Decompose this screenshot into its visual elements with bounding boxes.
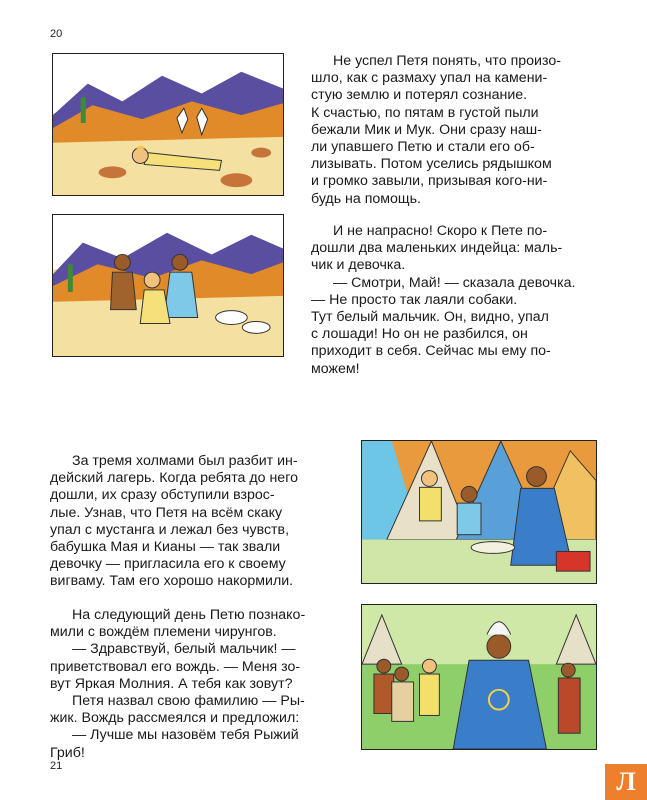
text-line: вут Яркая Молния. А тебя как зовут? (50, 675, 293, 692)
text-line: стую землю и потерял сознание. (311, 87, 528, 104)
text-line: будь на помощь. (311, 190, 421, 207)
text-line: За тремя холмами был разбит ин- (72, 453, 298, 469)
text-line: На следующий день Петю познако- (72, 607, 306, 623)
text-line: дошли, их сразу обступили взрос- (50, 487, 275, 504)
indian-kids-scene (53, 215, 283, 356)
text-line: бабушка Мая и Кианы — так звали (50, 539, 281, 556)
text-line: И не напрасно! Скоро к Пете по- (333, 223, 548, 239)
text-line: — Не просто так лаяли собаки. (311, 291, 518, 308)
text-line: девочку — пригласила его к своему (50, 556, 286, 573)
text-section-1 (311, 53, 595, 208)
text-line: бежали Мик и Мук. Они сразу наш- (311, 121, 542, 138)
illustration-camp-meal (361, 440, 597, 584)
text-line: — Смотри, Май! — сказала девочка. (333, 274, 576, 291)
text-line: вигваму. Там его хорошо накормили. (50, 573, 294, 590)
text-line: приветствовал его вождь. — Меня зо- (50, 658, 301, 675)
illustration-indian-kids (52, 214, 284, 357)
text-line: с лошади! Но он не разбился, он (311, 326, 528, 343)
text-line: можем! (311, 360, 360, 377)
text-line: — Лучше мы назовём тебя Рыжий (72, 727, 299, 744)
text-line: дейский лагерь. Когда ребята до него (50, 470, 298, 487)
text-line: дошли два маленьких индейца: маль- (311, 240, 563, 257)
text-line: жик. Вождь рассмеялся и предложил: (50, 710, 300, 727)
publisher-logo: Л (605, 764, 647, 800)
illustration-chief (361, 604, 597, 750)
text-line: шло, как с размаху упал на камени- (311, 70, 548, 87)
text-line: К счастью, по пятам в густой пыли (311, 104, 539, 121)
text-line: мили с вождём племени чирунгов. (50, 624, 277, 641)
illustration-desert-fall (52, 53, 284, 196)
text-section-3 (50, 453, 335, 591)
camp-meal-scene (362, 441, 596, 583)
page-number-bottom: 21 (50, 760, 63, 772)
chief-scene (362, 605, 596, 749)
text-line: — Здравствуй, белый мальчик! — (72, 641, 296, 658)
text-line: и громко завыли, призывая кого-ни- (311, 173, 548, 190)
text-line: лизывать. Потом уселись рядышком (311, 156, 552, 173)
text-line: Не успел Петя понять, что произо- (333, 53, 561, 69)
text-line: чик и девочка. (311, 257, 406, 274)
text-line: ли упавшего Петю и стали его об- (311, 139, 535, 156)
text-line: упал с мустанга и лежал без чувств, (50, 521, 290, 538)
text-line: Гриб! (50, 744, 85, 761)
page-number-top: 20 (50, 28, 63, 40)
text-line: приходит в себя. Сейчас мы ему по- (311, 343, 551, 360)
text-line: лые. Узнав, что Петя на всём скаку (50, 504, 283, 521)
desert-fall-scene (53, 54, 283, 195)
text-line: Тут белый мальчик. Он, видно, упал (311, 309, 549, 326)
text-section-2 (311, 223, 595, 378)
text-line: Петя назвал свою фамилию — Ры- (72, 693, 305, 710)
text-section-4 (50, 607, 335, 762)
